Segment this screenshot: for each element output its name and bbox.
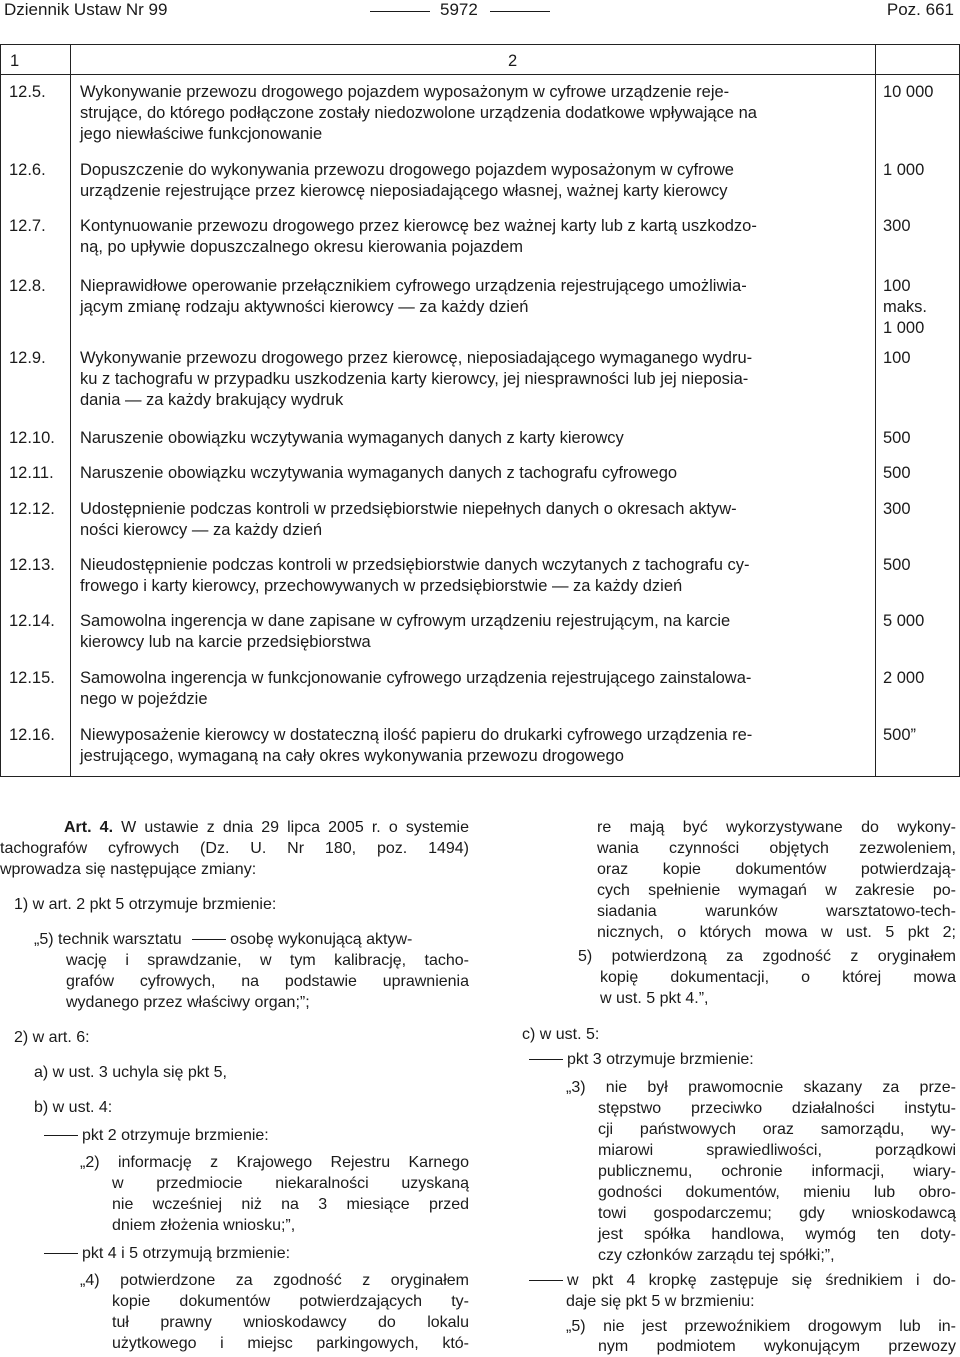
row-description: [80, 216, 870, 258]
column-head-1: 1: [10, 52, 20, 70]
amount-line: 300: [883, 500, 911, 518]
row-line: dania — za każdy brakujący wydruk: [80, 391, 344, 409]
row-amount: [883, 611, 957, 632]
text-line: miarowi sprawiedliwości, porządkowi: [598, 1142, 956, 1159]
row-number: 12.16.: [9, 726, 55, 744]
text-line: godności dokumentów, mieniu lub obro-: [598, 1184, 956, 1201]
row-line: Samowolna ingerencja w dane zapisane w cyfrowym urządzeniu rejestrującym, na karcie: [80, 612, 731, 630]
text-line: wania czynności objętych zezwoleniem,: [597, 840, 956, 857]
row-line: Dopuszczenie do wykonywania przewozu drogowego pojazdem wyposażonym w cyfrowe: [80, 161, 734, 179]
row-number: 12.14.: [9, 612, 55, 630]
sub-item-a: a) w ust. 3 uchyla się pkt 5,: [34, 1064, 227, 1081]
row-number: 12.7.: [9, 217, 46, 235]
text-fragment: pkt 2 otrzymuje brzmienie:: [82, 1127, 269, 1144]
text-fragment: w pkt 4 kropkę zastępuje się średnikiem i do-: [567, 1272, 956, 1289]
row-number: 12.6.: [9, 161, 46, 179]
row-line: Wykonywanie przewozu drogowego pojazdem wyposażonym w cyfrowe urządzenie reje-: [80, 83, 730, 101]
text-line: stępstwo przeciwko działalności instytu-: [598, 1100, 956, 1117]
row-line: Wykonywanie przewozu drogowego przez kierowcę, nieposiadającego wymaganego wydru-: [80, 349, 753, 367]
row-line: Kontynuowanie przewozu drogowego przez kierowcę bez ważnej karty lub z kartą uszkodzo-: [80, 217, 757, 235]
row-line: jego niewłaściwe funkcjonowanie: [80, 125, 323, 143]
row-amount: [883, 668, 957, 689]
dash-item: [44, 1243, 290, 1264]
amount-line: 1 000: [883, 319, 925, 337]
row-line: Samowolna ingerencja w funkcjonowanie cyfrowego urządzenia rejestrującego zainstalowa-: [80, 669, 752, 687]
row-description: [80, 499, 870, 541]
row-number: 12.13.: [9, 556, 55, 574]
row-amount: [883, 216, 957, 237]
amount-line: 500: [883, 464, 911, 482]
row-line: Naruszenie obowiązku wczytywania wymaganych danych z tachografu cyfrowego: [80, 464, 678, 482]
row-number: 12.8.: [9, 277, 46, 295]
text-fragment: pkt 3 otrzymuje brzmienie:: [567, 1051, 754, 1068]
text-line: W ustawie z dnia 29 lipca 2005 r. o systemie: [121, 819, 469, 836]
table-col-divider-1: [70, 44, 71, 776]
text-line: „2) informację z Krajowego Rejestru Karnego: [80, 1154, 469, 1171]
article-label: Art. 4.: [64, 819, 114, 836]
amount-line: maks.: [883, 298, 928, 316]
row-line: jącym zmianę rodzaju aktywności kierowcy — za każdy dzień: [80, 298, 529, 316]
row-line: ności kierowcy — za każdy dzień: [80, 521, 323, 539]
table-left-border: [0, 44, 1, 776]
text-line: „5) nie jest przewoźnikiem drogowym lub in-: [566, 1318, 956, 1335]
em-dash: [529, 1059, 563, 1060]
quoted-text-line: [34, 929, 412, 950]
row-line: jestrującego, wymaganą na cały okres wykonywania przewozu drogowego: [80, 747, 624, 765]
row-number: 12.5.: [9, 83, 46, 101]
page-header: [0, 0, 960, 24]
amendment-item-1: 1) w art. 2 pkt 5 otrzymuje brzmienie:: [14, 896, 277, 913]
amount-line: 100: [883, 277, 911, 295]
row-description: [80, 348, 870, 411]
row-line: kierowcy lub na karcie przedsiębiorstwa: [80, 633, 371, 651]
row-number: 12.15.: [9, 669, 55, 687]
row-line: ku z tachografu w przypadku uszkodzenia karty kierowcy, jej niesprawności lub jej nieposia-: [80, 370, 749, 388]
row-line: Niewyposażenie kierowcy w dostateczną ilość papieru do drukarki cyfrowego urządzenia re-: [80, 726, 753, 744]
row-description: [80, 668, 870, 710]
text-fragment: pkt 4 i 5 otrzymują brzmienie:: [82, 1245, 291, 1262]
amendment-item-2: 2) w art. 6:: [14, 1029, 90, 1046]
em-dash: [44, 1135, 78, 1136]
row-line: ną, po upływie dopuszczalnego okresu kierowania pojazdem: [80, 238, 524, 256]
row-amount: [883, 428, 957, 449]
text-line: użytkowego i miejsc parkingowych, któ-: [112, 1335, 469, 1352]
row-amount: [883, 463, 957, 484]
text-line: wację i sprawdzanie, w tym kalibrację, tacho-: [66, 952, 469, 969]
text-line: cych spełnienie wymagań w zakresie po-: [597, 882, 956, 899]
amount-line: 2 000: [883, 669, 925, 687]
text-line: siadania warunków warsztatowo-tech-: [597, 903, 956, 920]
row-amount: [883, 160, 957, 181]
row-line: frowego i karty kierowcy, przechowywanych w przedsiębiorstwie — za każdy dzień: [80, 577, 683, 595]
amount-line: 1 000: [883, 161, 925, 179]
table-head-rule: [0, 74, 960, 75]
header-dash-right: [490, 11, 550, 12]
row-description: [80, 428, 870, 449]
row-number: 12.11.: [9, 464, 54, 482]
text-line: jest spółka handlowa, wymóg ten doty-: [598, 1226, 956, 1243]
row-description: [80, 463, 870, 484]
text-line: dniem złożenia wniosku;”,: [112, 1217, 296, 1234]
dash-item: [529, 1270, 956, 1291]
column-head-2: 2: [508, 52, 518, 70]
row-line: strujące, do którego podłączone zostały niedozwolone urządzenia dodatkowe wpływające na: [80, 104, 757, 122]
row-line: Nieprawidłowe operowanie przełącznikiem cyfrowego urządzenia rejestrującego umożliwia-: [80, 277, 747, 295]
text-fragment: „5) technik warsztatu: [34, 931, 182, 948]
text-line: kopie dokumentów potwierdzających ty-: [112, 1293, 469, 1310]
row-amount: [883, 499, 957, 520]
em-dash: [192, 939, 226, 940]
row-line: nego w pojeździe: [80, 690, 208, 708]
row-line: Udostępnienie podczas kontroli w przedsiębiorstwie niepełnych danych o okresach aktyw-: [80, 500, 737, 518]
header-dash-left: [370, 11, 430, 12]
text-line: „3) nie był prawomocnie skazany za prze-: [566, 1079, 956, 1096]
row-description: [80, 725, 870, 767]
amount-line: 100: [883, 349, 911, 367]
text-line: 5) potwierdzoną za zgodność z oryginałem: [578, 948, 956, 965]
em-dash: [44, 1253, 78, 1254]
row-line: Naruszenie obowiązku wczytywania wymaganych danych z karty kierowcy: [80, 429, 624, 447]
amount-line: 500”: [883, 726, 917, 744]
row-line: Nieudostępnienie podczas kontroli w przedsiębiorstwie danych wczytanych z tachografu cy-: [80, 556, 750, 574]
text-line: nie wcześniej niż na 3 miesiące przed: [112, 1196, 469, 1213]
text-line: publicznemu, ochronie informacji, wiary-: [598, 1163, 956, 1180]
row-number: 12.10.: [9, 429, 55, 447]
row-description: [80, 276, 870, 318]
article-intro-line-1: [64, 817, 469, 838]
journal-title: Dziennik Ustaw Nr 99: [4, 0, 168, 19]
text-line: wprowadza się następujące zmiany:: [0, 861, 257, 878]
row-amount: [883, 555, 957, 576]
text-line: kopię dokumentacji, o której mowa: [600, 969, 956, 986]
row-amount: [883, 82, 957, 103]
text-line: „4) potwierdzone za zgodność z oryginałem: [80, 1272, 469, 1289]
row-amount: [883, 276, 957, 339]
text-line: nicznych, o których mowa w ust. 5 pkt 2;: [597, 924, 956, 941]
table-bottom-rule: [0, 776, 960, 777]
dash-item: [44, 1125, 269, 1146]
text-line: czy członków zarządu tej spółki;”,: [598, 1247, 835, 1264]
row-description: [80, 611, 870, 653]
amount-line: 500: [883, 429, 911, 447]
text-line: nym podmiotem wykonującym przewozy: [598, 1338, 956, 1355]
amount-line: 10 000: [883, 83, 934, 101]
table-col-divider-2: [875, 44, 876, 776]
amount-line: 300: [883, 217, 911, 235]
row-line: urządzenie rejestrujące przez kierowcę nieposiadającego własnej, ważnej karty kierowcy: [80, 182, 728, 200]
text-line: w przedmiocie niekaralności uzyskaną: [112, 1175, 469, 1192]
dash-item: [529, 1049, 754, 1070]
row-number: 12.12.: [9, 500, 55, 518]
amount-line: 5 000: [883, 612, 925, 630]
row-description: [80, 82, 870, 145]
text-line: cji państwowych oraz samorządu, wy-: [598, 1121, 956, 1138]
text-line: towi gospodarczemu; gdy wnioskodawcą: [598, 1205, 956, 1222]
row-number: 12.9.: [9, 349, 46, 367]
text-line: oraz kopie dokumentów potwierdzają-: [597, 861, 956, 878]
text-line: tachografów cyfrowych (Dz. U. Nr 180, poz. 1494): [0, 840, 469, 857]
row-amount: [883, 348, 957, 369]
text-line: tuł prawny wnioskodawcy do lokalu: [112, 1314, 469, 1331]
row-description: [80, 160, 870, 202]
text-line: wydanego przez właściwy organ;”;: [66, 994, 310, 1011]
table-top-rule: [0, 44, 960, 45]
text-line: grafów cyfrowych, na podstawie uprawnienia: [66, 973, 469, 990]
text-line: w ust. 5 pkt 4.”,: [600, 990, 709, 1007]
text-line: daje się pkt 5 w brzmieniu:: [566, 1293, 755, 1310]
row-description: [80, 555, 870, 597]
page-number: 5972: [440, 0, 478, 19]
sub-item-b: b) w ust. 4:: [34, 1099, 113, 1116]
amount-line: 500: [883, 556, 911, 574]
text-line: re mają być wykorzystywane do wykony-: [597, 819, 956, 836]
em-dash: [529, 1280, 563, 1281]
row-amount: [883, 725, 957, 746]
sub-item-c: c) w ust. 5:: [522, 1026, 600, 1043]
text-fragment: osobę wykonującą aktyw-: [230, 931, 413, 948]
position-number: Poz. 661: [886, 0, 954, 19]
